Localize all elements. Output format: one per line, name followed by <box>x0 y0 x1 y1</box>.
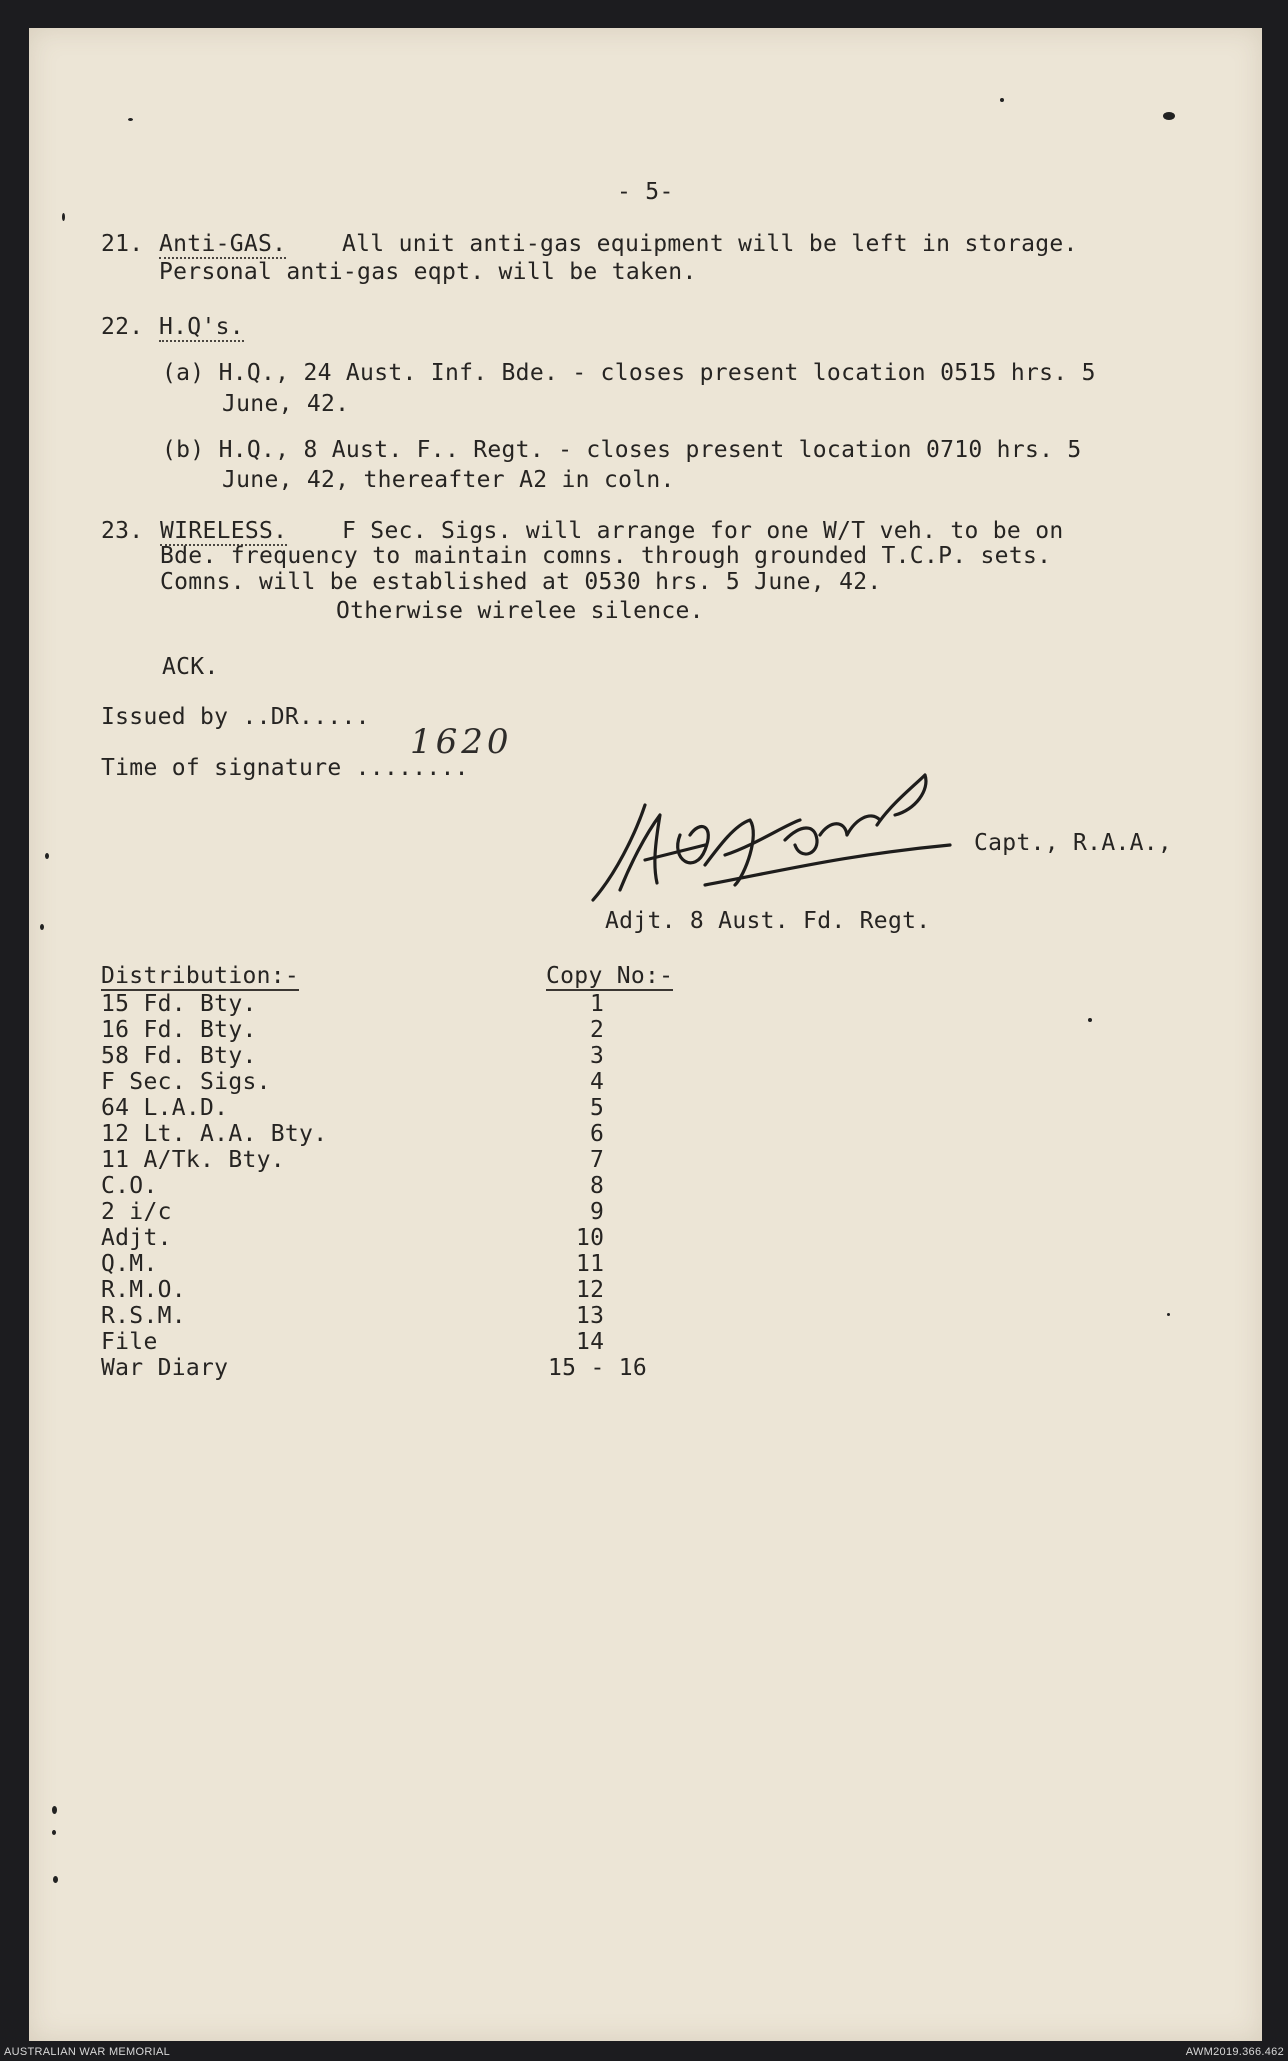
list-item-unit: Adjt. <box>101 1225 172 1251</box>
page-number: - 5- <box>617 179 674 205</box>
list-item-copy: 15 - 16 <box>548 1355 648 1381</box>
list-item-copy: 1 <box>590 991 605 1017</box>
para-22a-line2: June, 42. <box>222 391 350 417</box>
list-item-copy: 13 <box>576 1303 605 1329</box>
list-item-copy: 10 <box>576 1225 605 1251</box>
archive-footer-left: AUSTRALIAN WAR MEMORIAL <box>4 2046 171 2058</box>
para-23-title: WIRELESS. <box>160 518 288 544</box>
list-item-copy: 12 <box>576 1277 605 1303</box>
list-item-copy: 8 <box>590 1173 605 1199</box>
list-item-unit: File <box>101 1329 158 1355</box>
list-item-unit: 64 L.A.D. <box>101 1095 229 1121</box>
paper-speck <box>1000 98 1004 102</box>
list-item-unit: 15 Fd. Bty. <box>101 991 257 1017</box>
para-22-title: H.Q's. <box>159 314 244 340</box>
list-item-copy: 9 <box>590 1199 605 1225</box>
ack-text: ACK. <box>162 654 219 680</box>
list-item-copy: 4 <box>590 1069 605 1095</box>
list-item-unit: F Sec. Sigs. <box>101 1069 271 1095</box>
time-of-signature-line: Time of signature ........ <box>101 755 469 781</box>
para-21-text-line1: All unit anti-gas equipment will be left in storage. <box>342 231 1078 257</box>
archive-footer-right: AWM2019.366.462 <box>1185 2046 1284 2058</box>
list-item-unit: 2 i/c <box>101 1199 172 1225</box>
list-item-unit: R.M.O. <box>101 1277 186 1303</box>
handwritten-time: 1620 <box>410 722 513 762</box>
paper-speck <box>45 853 49 859</box>
list-item-copy: 2 <box>590 1017 605 1043</box>
list-item-copy: 3 <box>590 1043 605 1069</box>
handwritten-signature <box>585 765 985 915</box>
paper-speck <box>40 924 44 930</box>
para-21-number: 21. <box>101 231 144 257</box>
para-23-number: 23. <box>101 518 144 544</box>
list-item-unit: War Diary <box>101 1355 229 1381</box>
para-21-title: Anti-GAS. <box>159 231 287 257</box>
list-item-copy: 11 <box>576 1251 605 1277</box>
para-22b-line1: (b) H.Q., 8 Aust. F.. Regt. - closes present location 0710 hrs. 5 <box>162 437 1082 463</box>
para-23-text-line2: Bde. frequency to maintain comns. through grounded T.C.P. sets. <box>160 543 1052 569</box>
list-item-unit: 12 Lt. A.A. Bty. <box>101 1121 328 1147</box>
list-item-copy: 7 <box>590 1147 605 1173</box>
para-23-text-line4: Otherwise wirelee silence. <box>336 598 704 624</box>
list-item-unit: R.S.M. <box>101 1303 186 1329</box>
list-item-copy: 5 <box>590 1095 605 1121</box>
para-22b-line2: June, 42, thereafter A2 in coln. <box>222 467 675 493</box>
paper-speck <box>52 1806 57 1814</box>
para-22a-line1: (a) H.Q., 24 Aust. Inf. Bde. - closes present location 0515 hrs. 5 <box>162 360 1096 386</box>
paper-speck <box>53 1876 58 1883</box>
paper-speck <box>62 213 65 221</box>
list-item-unit: 11 A/Tk. Bty. <box>101 1147 285 1173</box>
punch-hole-mark <box>1163 112 1175 120</box>
copy-number-header: Copy No:- <box>546 963 674 989</box>
list-item-unit: Q.M. <box>101 1251 158 1277</box>
para-21-text-line2: Personal anti-gas eqpt. will be taken. <box>159 259 697 285</box>
list-item-unit: 58 Fd. Bty. <box>101 1043 257 1069</box>
para-23-text-line1: F Sec. Sigs. will arrange for one W/T veh. to be on <box>342 518 1064 544</box>
list-item-copy: 6 <box>590 1121 605 1147</box>
signature-title: Adjt. 8 Aust. Fd. Regt. <box>605 908 931 934</box>
para-23-text-line3: Comns. will be established at 0530 hrs. 5 June, 42. <box>160 569 882 595</box>
paper-speck <box>52 1830 56 1835</box>
paper-speck <box>128 118 133 121</box>
signature-rank: Capt., R.A.A., <box>974 830 1173 856</box>
para-22-number: 22. <box>101 314 144 340</box>
list-item-unit: C.O. <box>101 1173 158 1199</box>
list-item-unit: 16 Fd. Bty. <box>101 1017 257 1043</box>
issued-by-line: Issued by ..DR..... <box>101 704 370 730</box>
distribution-header: Distribution:- <box>101 963 300 989</box>
paper-speck <box>1088 1018 1092 1022</box>
list-item-copy: 14 <box>576 1329 605 1355</box>
paper-speck <box>1167 1313 1170 1316</box>
